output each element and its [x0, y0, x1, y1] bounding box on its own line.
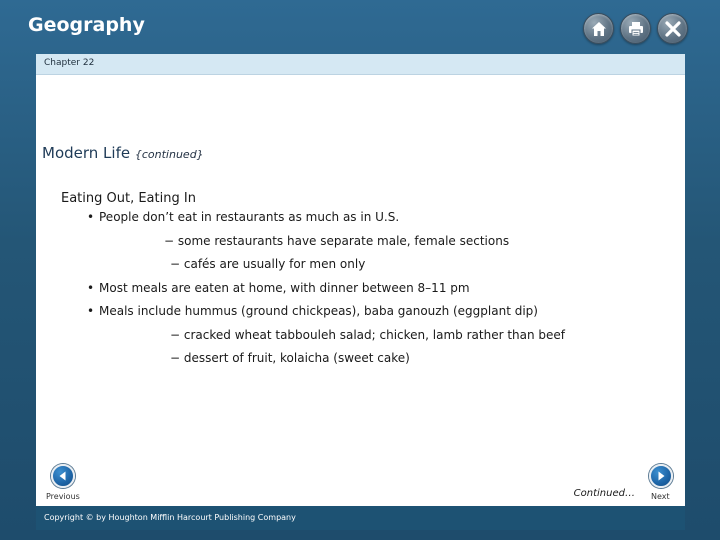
bullet-item	[87, 210, 399, 224]
bullet-marker: •	[87, 281, 95, 295]
next-label[interactable]: Next	[651, 492, 670, 501]
slide-panel	[36, 54, 685, 530]
arrow-left-icon	[57, 467, 69, 486]
bullet-text: Meals include hummus (ground chickpeas), baba ganouzh (eggplant dip)	[99, 304, 538, 318]
print-icon	[627, 20, 645, 38]
heading-text: Modern Life	[42, 144, 131, 162]
print-button[interactable]	[620, 13, 651, 44]
sub-item: − cracked wheat tabbouleh salad; chicken, lamb rather than beef	[170, 328, 566, 342]
previous-label[interactable]: Previous	[46, 492, 80, 501]
slide-heading	[42, 144, 204, 162]
bullet-text: People don’t eat in restaurants as much as in U.S.	[99, 210, 400, 224]
bullet-text: Most meals are eaten at home, with dinner between 8–11 pm	[99, 281, 470, 295]
bullet-marker: •	[87, 210, 95, 224]
copyright-bar	[36, 506, 685, 530]
app-title: Geography	[28, 14, 145, 36]
sub-item: − some restaurants have separate male, female sections	[164, 234, 510, 248]
chapter-label: Chapter 22	[44, 58, 95, 68]
next-button[interactable]	[649, 464, 673, 488]
previous-button[interactable]	[51, 464, 75, 488]
bullet-item	[87, 304, 538, 318]
section-title: Eating Out, Eating In	[61, 191, 196, 206]
home-button[interactable]	[583, 13, 614, 44]
heading-continued: {continued}	[134, 148, 204, 161]
home-icon	[590, 20, 608, 38]
sub-item: − cafés are usually for men only	[170, 257, 366, 271]
close-icon	[664, 20, 682, 38]
sub-item: − dessert of fruit, kolaicha (sweet cake)	[170, 351, 410, 365]
chapter-bar	[36, 54, 685, 75]
arrow-right-icon	[655, 467, 667, 486]
close-button[interactable]	[657, 13, 688, 44]
bullet-marker: •	[87, 304, 95, 318]
bullet-item	[87, 281, 470, 295]
top-toolbar	[583, 13, 688, 44]
continued-label: Continued…	[573, 488, 635, 499]
copyright-text: Copyright © by Houghton Mifflin Harcourt Publishing Company	[44, 513, 296, 522]
